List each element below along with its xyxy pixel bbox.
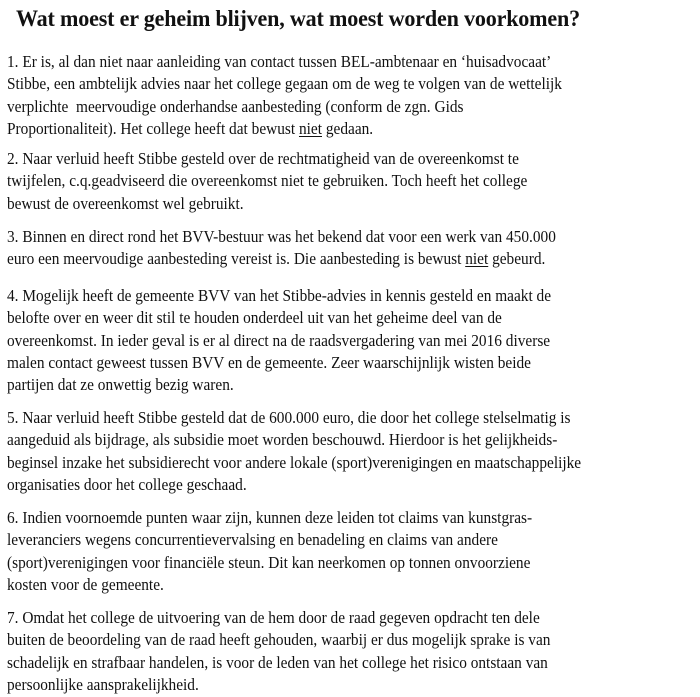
paragraph-1 — [7, 51, 673, 140]
paragraph-line: organisaties door het college geschaad. — [7, 474, 247, 494]
paragraph-line: 7. Omdat het college de uitvoering van de hem door de raad gegeven opdracht ten dele — [7, 608, 540, 627]
document-title: Wat moest er geheim blijven, wat moest worden voorkomen? — [16, 6, 580, 32]
paragraph-line: 4. Mogelijk heeft de gemeente BVV van het Stibbe-advies in kennis gesteld en maakt de — [7, 286, 552, 305]
paragraph-line: 3. Binnen en direct rond het BVV-bestuur was het bekend dat voor een werk van 450.000 — [7, 227, 556, 246]
paragraph-6 — [7, 507, 673, 596]
paragraph-line: verplichte meervoudige onderhandse aanbesteding (conform de zgn. Gids — [7, 96, 464, 116]
paragraph-2 — [7, 148, 673, 215]
paragraph-3 — [7, 226, 673, 271]
paragraph-5 — [7, 407, 673, 496]
paragraph-line: belofte over en weer dit stil te houden onderdeel uit van het geheime deel van de — [7, 308, 502, 328]
paragraph-line: beginsel inzake het subsidierecht voor andere lokale (sport)verenigingen en maatschappelijke — [7, 452, 582, 472]
underlined-emphasis: niet — [465, 249, 489, 269]
paragraph-line: overeenkomst. In ieder geval is er al direct na de raadsvergadering van mei 2016 diverse — [7, 330, 551, 350]
paragraph-line: twijfelen, c.q.geadviseerd die overeenkomst niet te gebruiken. Toch heeft het college — [7, 171, 528, 191]
paragraph-line: euro een meervoudige aanbesteding vereist is. Die aanbesteding is bewust niet gebeurd. — [7, 249, 546, 269]
paragraph-line: 6. Indien voornoemde punten waar zijn, kunnen deze leiden tot claims van kunstgras- — [7, 508, 533, 527]
paragraph-line: malen contact geweest tussen BVV en de gemeente. Zeer waarschijnlijk wisten beide — [7, 352, 531, 372]
paragraph-line: persoonlijke aansprakelijkheid. — [7, 674, 199, 694]
paragraph-7 — [7, 607, 673, 696]
paragraph-line: leveranciers wegens concurrentievervalsing en benadeling en claims van andere — [7, 530, 498, 550]
paragraph-line: Stibbe, een ambtelijk advies naar het college gegaan om de weg te volgen van de wettelijk — [7, 74, 562, 94]
paragraph-line: 2. Naar verluid heeft Stibbe gesteld over de rechtmatigheid van de overeenkomst te — [7, 149, 519, 168]
paragraph-line: (sport)verenigingen voor financiële steun. Dit kan neerkomen op tonnen onvoorziene — [7, 552, 531, 572]
paragraph-line: 1. Er is, al dan niet naar aanleiding van contact tussen BEL-ambtenaar en ‘huisadvocaat’ — [7, 52, 552, 71]
paragraph-line: aangeduid als bijdrage, als subsidie moet worden beschouwd. Hierdoor is het gelijkheids- — [7, 430, 558, 450]
paragraph-line: buiten de beoordeling van de raad heeft gehouden, waarbij er dus mogelijk sprake is van — [7, 630, 551, 650]
paragraph-line: partijen dat ze onwettig bezig waren. — [7, 375, 234, 395]
paragraph-line: kosten voor de gemeente. — [7, 574, 164, 594]
paragraph-line: bewust de overeenkomst wel gebruikt. — [7, 193, 244, 213]
paragraph-line: 5. Naar verluid heeft Stibbe gesteld dat de 600.000 euro, die door het college stelselmatig is — [7, 408, 571, 427]
underlined-emphasis: niet — [298, 118, 323, 138]
paragraph-line: schadelijk en strafbaar handelen, is voor de leden van het college het risico ontstaan van — [7, 652, 548, 672]
paragraph-4 — [7, 285, 673, 396]
paragraph-line: Proportionaliteit). Het college heeft dat bewust niet gedaan. — [7, 118, 374, 138]
